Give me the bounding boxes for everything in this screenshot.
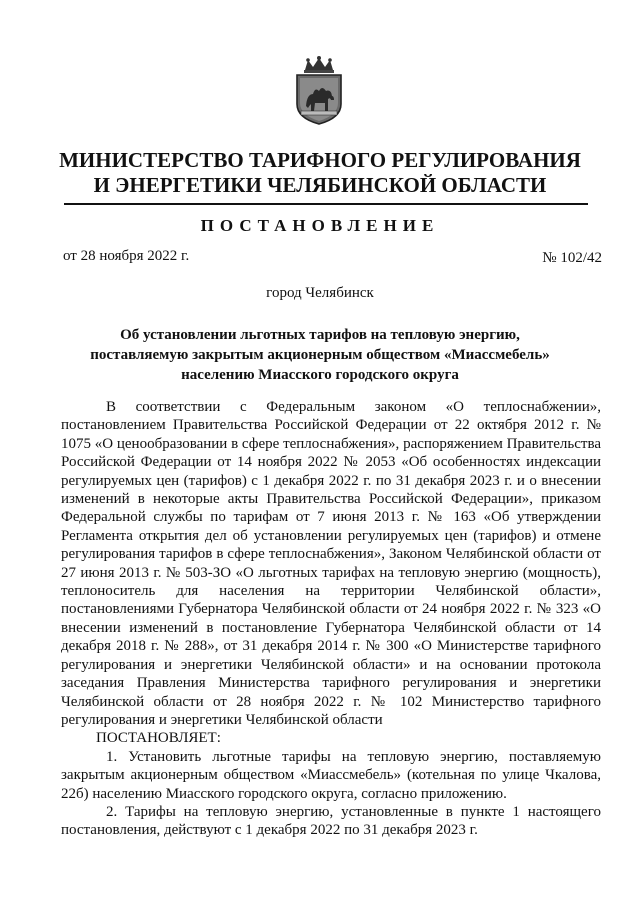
decree-word: ПОСТАНОВЛЯЕТ: xyxy=(96,730,221,747)
document-body xyxy=(61,398,601,840)
ministry-name xyxy=(40,148,600,198)
document-type: ПОСТАНОВЛЕНИЕ xyxy=(200,216,440,235)
clause-2: 2. Тарифы на тепловую энергию, установленные в пункте 1 настоящего постановления, действуют с 1 декабря 2022 по 31 декабря 2023 г. xyxy=(61,803,601,839)
clause-1: 1. Установить льготные тарифы на тепловую энергию, поставляемую закрытым акционерным обществом «Миассмебель» (котельная по улице Чкалова, 22б) населению Миасского городского округа, согласно приложению. xyxy=(61,748,601,802)
document-number: № 102/42 xyxy=(542,250,602,266)
title-line2: поставляемую закрытым акционерным обществом «Миассмебель» xyxy=(90,347,550,363)
document-title xyxy=(70,325,570,385)
chelyabinsk-coat-of-arms-icon xyxy=(291,56,347,126)
ministry-name-line1: МИНИСТЕРСТВО ТАРИФНОГО РЕГУЛИРОВАНИЯ xyxy=(59,148,581,172)
document-city: город Челябинск xyxy=(266,285,374,301)
preamble-paragraph: В соответствии с Федеральным законом «О теплоснабжении», постановлением Правительства Российской Федерации от 22 октября 2012 г. № 1075 «О ценообразовании в сфере теплоснабжения», распоряжением Правительства Российской Федерации от 14 ноября 2022 № 2053 «Об особенностях индексации регулируемых цен (тарифов) с 1 декабря 2022 г. по 31 декабря 2023 г. и о внесении изменений в некоторые акты Правительства Российской Федерации», приказом Федеральной службы по тарифам от 7 июня 2013 г. № 163 «Об утверждении Регламента открытия дел об установлении регулируемых цен (тарифов) и отмене регулирования тарифов в сфере теплоснабжения», Законом Челябинской области от 27 июня 2013 г. № 503-ЗО «О льготных тарифах на тепловую энергию (мощность), теплоноситель для населения на территории Челябинской области», постановлениями Губернатора Челябинской области от 24 ноября 2022 г. № 323 «О внесении изменений в постановление Губернатора Челябинской области от 14 декабря 2018 г. № 288», от 31 декабря 2014 г. № 300 «О Министерстве тарифного регулирования и энергетики Челябинской области» и на основании протокола заседания Правления Министерства тарифного регулирования и энергетики Челябинской области от 28 ноября 2022 г. № 102 Министерство тарифного регулирования и энергетики Челябинской области xyxy=(61,399,601,728)
header-divider xyxy=(64,203,588,205)
ministry-name-line2: И ЭНЕРГЕТИКИ ЧЕЛЯБИНСКОЙ ОБЛАСТИ xyxy=(93,173,547,197)
title-line1: Об установлении льготных тарифов на тепловую энергию, xyxy=(120,327,520,343)
title-line3: населению Миасского городского округа xyxy=(181,367,459,383)
document-date: от 28 ноября 2022 г. xyxy=(63,248,190,264)
